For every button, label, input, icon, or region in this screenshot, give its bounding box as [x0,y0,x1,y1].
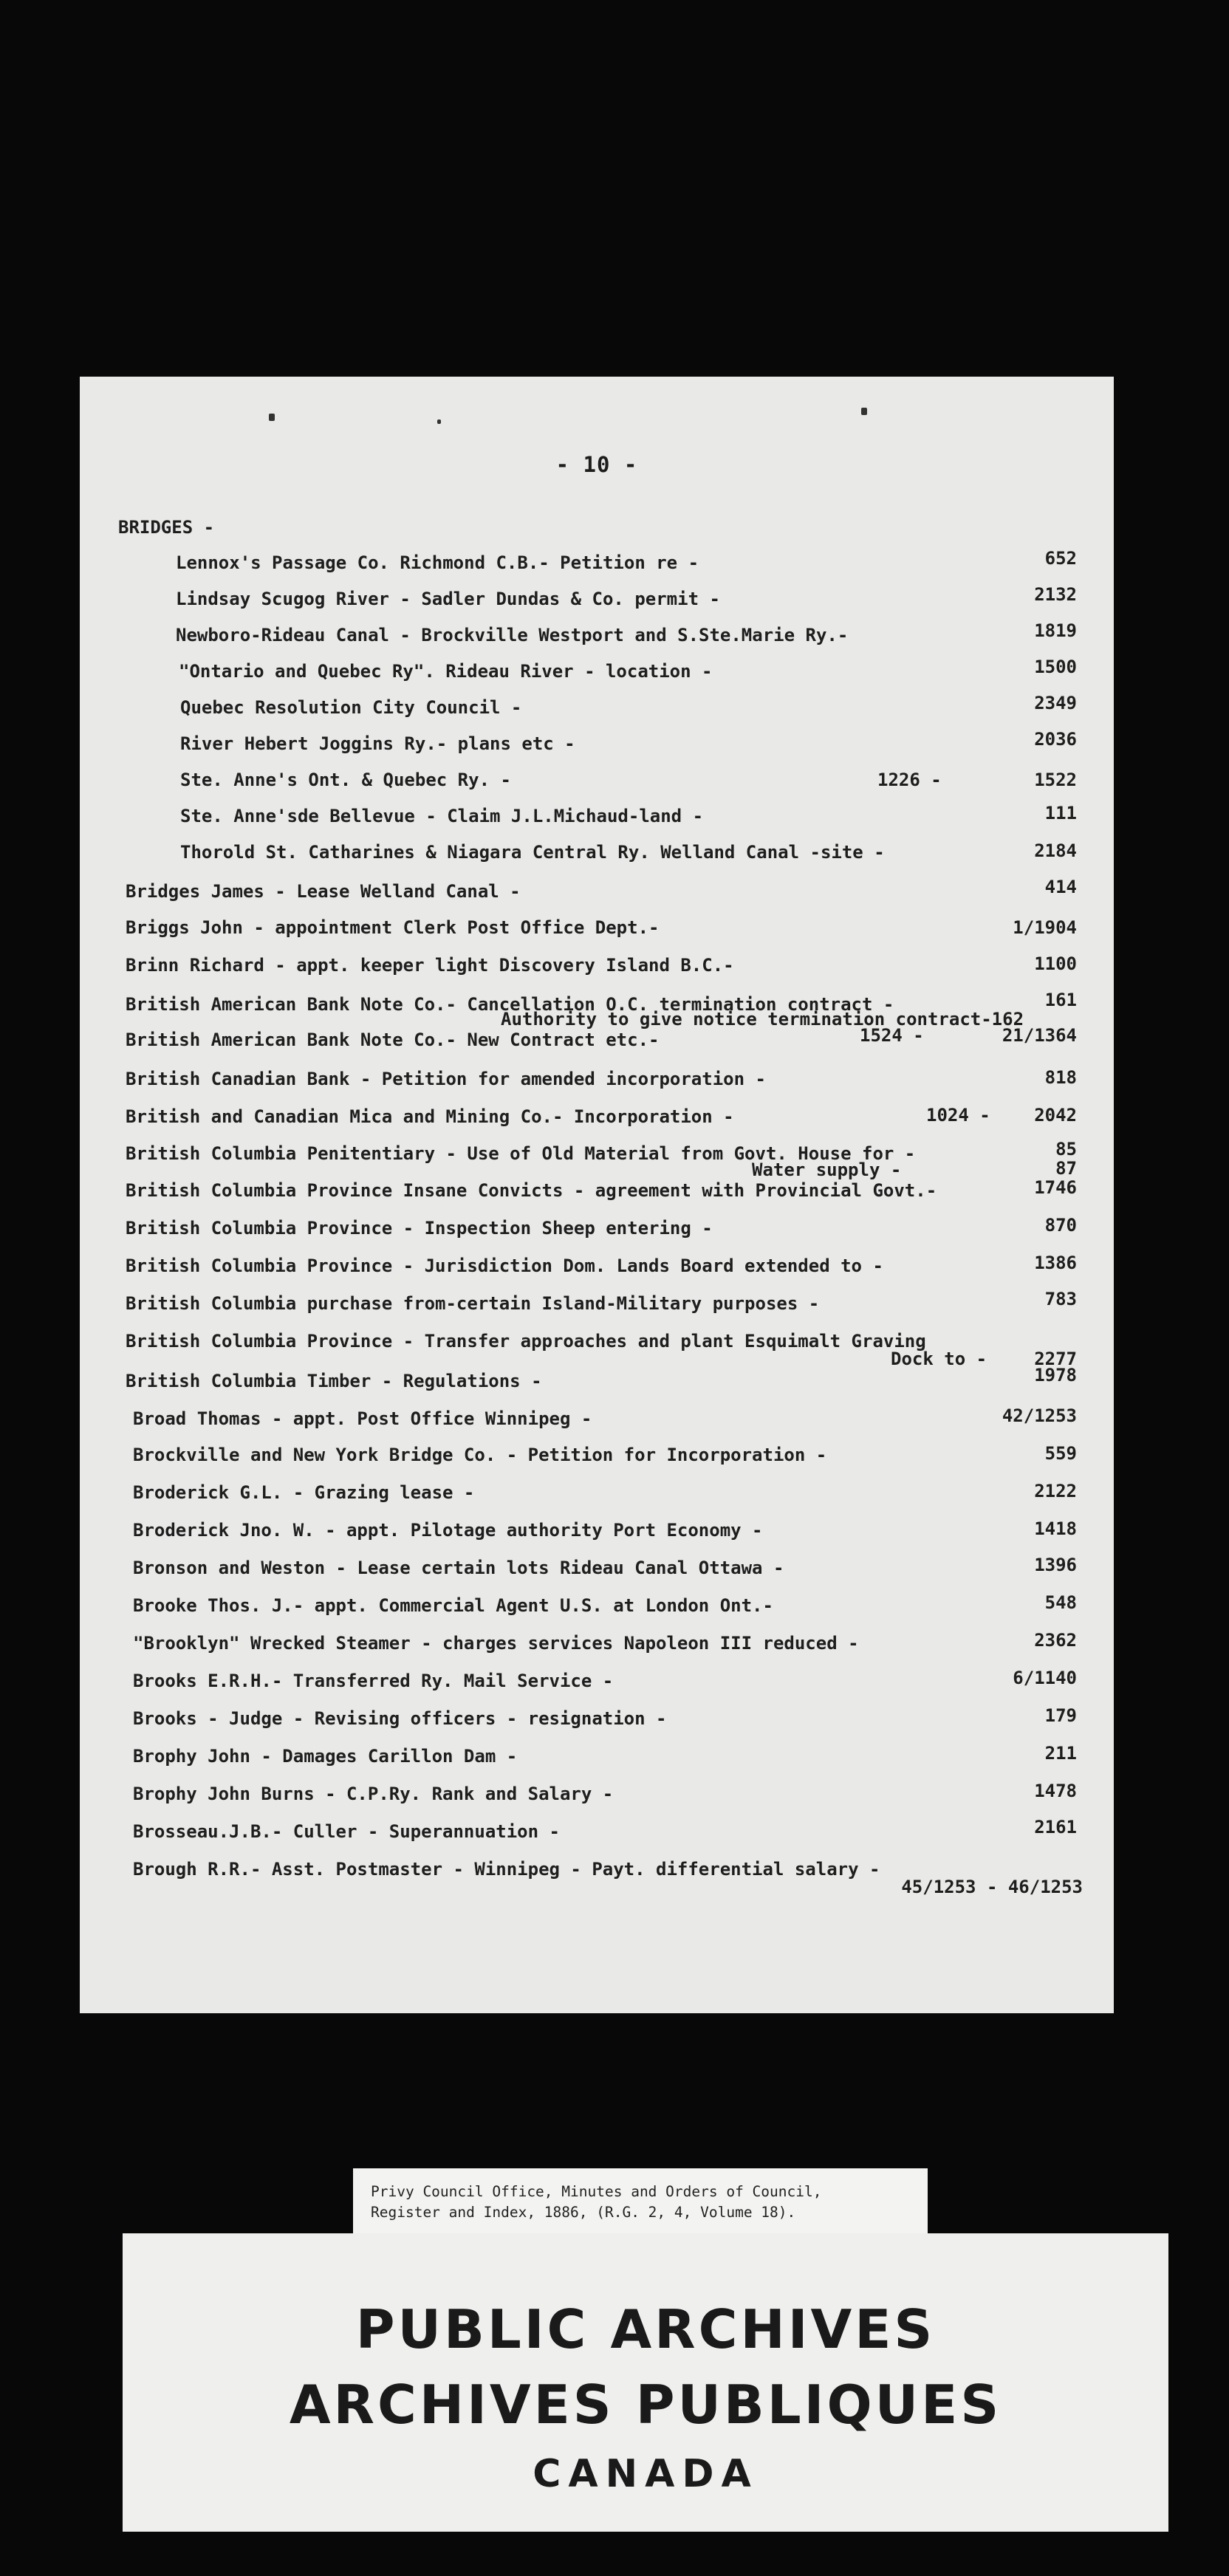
entry-ref: 870 [1044,1215,1077,1236]
entry-text: Broad Thomas - appt. Post Office Winnipeg - [133,1408,592,1429]
page-number: - 10 - [555,452,638,477]
entry-text: Bronson and Weston - Lease certain lots Rideau Canal Ottawa - [133,1558,784,1578]
entry-mid-ref: 1524 - [860,1025,924,1046]
entry-ref: 2042 [1034,1105,1077,1126]
entry-text: Lindsay Scugog River - Sadler Dundas & Co. permit - [176,589,720,609]
entry-text: Brough R.R.- Asst. Postmaster - Winnipeg - Payt. differential salary - [133,1859,880,1880]
entry-ref: 1396 [1034,1555,1077,1575]
entry-ref: 2184 [1034,840,1077,861]
entry-ref: 2349 [1034,693,1077,713]
archive-caption [353,2168,928,2241]
index-entries [80,377,1114,2013]
caption-line: Privy Council Office, Minutes and Orders of Council, [371,2183,822,2200]
entry-text: Brophy John - Damages Carillon Dam - [133,1746,518,1767]
entry-ref: 652 [1044,548,1077,569]
entry-text: British Columbia Timber - Regulations - [126,1371,542,1391]
entry-text: Broderick Jno. W. - appt. Pilotage authority Port Economy - [133,1520,763,1541]
entry-text: Brooke Thos. J.- appt. Commercial Agent U.S. at London Ont.- [133,1595,773,1616]
entry-ref: 2277 [1034,1349,1077,1369]
entry-ref: 161 [1044,990,1077,1010]
entry-ref: 1386 [1034,1253,1077,1273]
entry-text: Broderick G.L. - Grazing lease - [133,1482,475,1503]
entry-text: Lennox's Passage Co. Richmond C.B.- Petition re - [176,552,699,573]
entry-text: Authority to give notice termination contract-162 [501,1009,1024,1030]
entry-text: Ste. Anne's Ont. & Quebec Ry. - [180,770,511,790]
entry-text: River Hebert Joggins Ry.- plans etc - [180,733,575,754]
entry-text: Water supply - [752,1159,902,1180]
entry-ref: 2132 [1034,584,1077,605]
entry-ref: 1819 [1034,620,1077,641]
entry-text: Thorold St. Catharines & Niagara Central Ry. Welland Canal -site - [180,842,885,863]
entry-ref: 548 [1044,1592,1077,1613]
entry-text: British Columbia Penitentiary - Use of Old Material from Govt. House for - [126,1143,916,1164]
entry-ref: 1/1904 [1013,917,1077,938]
entry-mid-ref: 1024 - [926,1105,990,1126]
entry-text: British Columbia Province - Inspection Sheep entering - [126,1218,713,1239]
entry-ref: 1478 [1034,1781,1077,1801]
caption-line: Register and Index, 1886, (R.G. 2, 4, Volume 18). [371,2204,796,2221]
entry-text: Brophy John Burns - C.P.Ry. Rank and Salary - [133,1784,614,1804]
entry-text: British American Bank Note Co.- Cancellation O.C. termination contract - [126,994,894,1015]
entry-ref: 2122 [1034,1481,1077,1501]
entry-ref: 783 [1044,1289,1077,1309]
entry-text: Brooks E.R.H.- Transferred Ry. Mail Service - [133,1671,614,1691]
entry-text: Quebec Resolution City Council - [180,697,522,718]
entry-text: Ste. Anne'sde Bellevue - Claim J.L.Michaud-land - [180,806,704,826]
archives-title-english: PUBLIC ARCHIVES [355,2298,936,2360]
entry-text: British Columbia Province - Jurisdiction Dom. Lands Board extended to - [126,1256,883,1276]
entry-text: Newboro-Rideau Canal - Brockville Westport and S.Ste.Marie Ry.- [176,625,849,645]
archives-banner [123,2233,1168,2532]
archives-country: CANADA [533,2452,759,2496]
entry-text: British Columbia purchase from-certain Island-Military purposes - [126,1293,820,1314]
entry-ref: 1522 [1034,770,1077,790]
entry-ref: 1418 [1034,1518,1077,1539]
entry-ref: 818 [1044,1067,1077,1088]
entry-text: Brockville and New York Bridge Co. - Petition for Incorporation - [133,1445,827,1465]
entry-ref: 211 [1044,1743,1077,1764]
entry-ref: 2036 [1034,729,1077,750]
entry-text: "Brooklyn" Wrecked Steamer - charges services Napoleon III reduced - [133,1633,859,1654]
entry-text: British and Canadian Mica and Mining Co.- Incorporation - [126,1106,734,1127]
entry-ref: 21/1364 [1002,1025,1077,1046]
entry-ref: 6/1140 [1013,1668,1077,1688]
entry-text: Brinn Richard - appt. keeper light Discovery Island B.C.- [126,955,734,976]
entry-text: British Canadian Bank - Petition for amended incorporation - [126,1069,766,1089]
entry-ref: 559 [1044,1443,1077,1464]
archives-title-french: ARCHIVES PUBLIQUES [289,2374,1002,2436]
section-heading: BRIDGES - [118,517,215,538]
entry-ref: 2362 [1034,1630,1077,1651]
entry-ref: 87 [1055,1158,1077,1179]
entry-mid-ref: 1226 - [877,770,942,790]
entry-ref: 1500 [1034,657,1077,677]
entry-text: British Columbia Province - Transfer approaches and plant Esquimalt Graving [126,1331,926,1352]
entry-text: "Ontario and Quebec Ry". Rideau River - location - [179,661,713,682]
entry-text: Dock to - [891,1349,987,1369]
entry-ref: 414 [1044,877,1077,897]
document-page [80,377,1114,2013]
entry-text: Briggs John - appointment Clerk Post Office Dept.- [126,917,660,938]
entry-ref: 2161 [1034,1817,1077,1837]
entry-text: British American Bank Note Co.- New Contract etc.- [126,1030,660,1050]
entry-text: Bridges James - Lease Welland Canal - [126,881,521,902]
entry-text: Brosseau.J.B.- Culler - Superannuation - [133,1821,560,1842]
entry-ref: 1100 [1034,953,1077,974]
entry-ref: 42/1253 [1002,1405,1077,1426]
entry-text: Brooks - Judge - Revising officers - resignation - [133,1708,667,1729]
entry-ref: 1746 [1034,1177,1077,1198]
entry-ref: 1978 [1034,1365,1077,1385]
entry-ref: 85 [1055,1139,1077,1159]
entry-ref: 179 [1044,1705,1077,1726]
entry-ref: 45/1253 - 46/1253 [901,1877,1083,1897]
entry-text: British Columbia Province Insane Convicts - agreement with Provincial Govt.- [126,1180,937,1201]
entry-ref: 111 [1044,803,1077,823]
